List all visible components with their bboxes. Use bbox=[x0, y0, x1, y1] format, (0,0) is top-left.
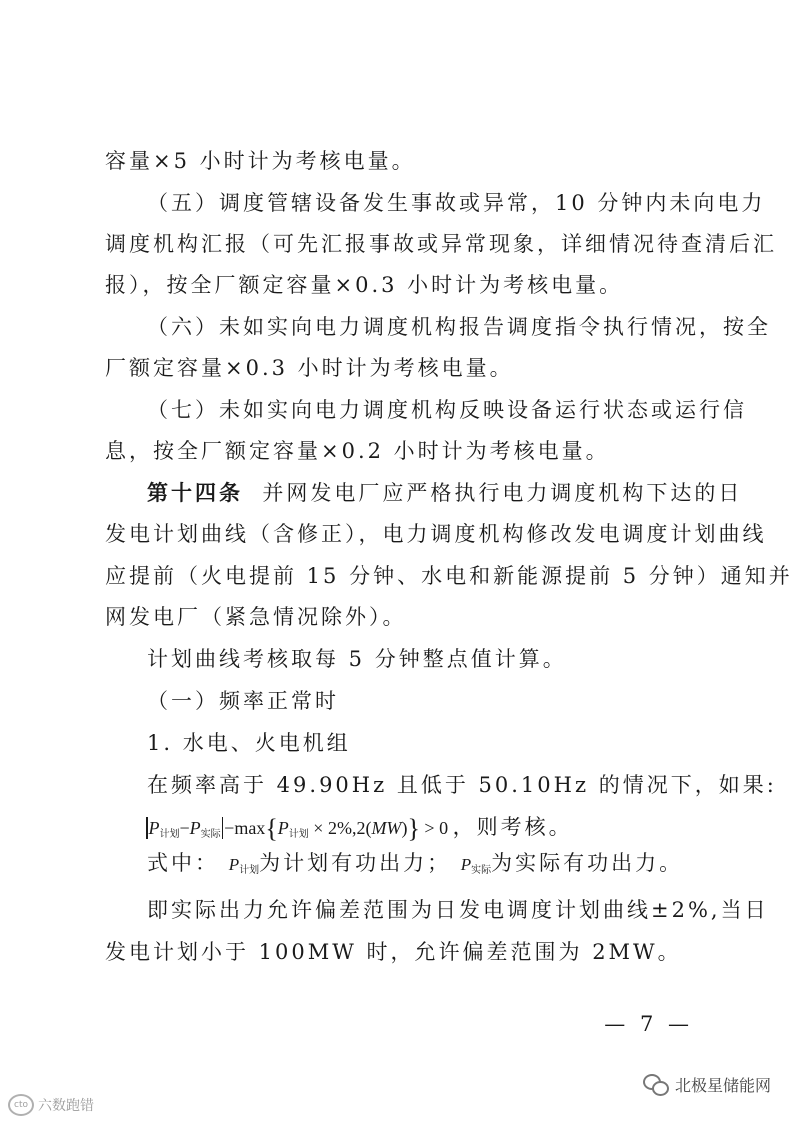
section-heading: （一）频率正常时 bbox=[147, 689, 339, 713]
text-line: 发电计划小于 100MW 时，允许偏差范围为 2MW。 bbox=[105, 940, 682, 964]
text-line: 容量×5 小时计为考核电量。 bbox=[105, 149, 416, 173]
article-first-line bbox=[147, 478, 742, 508]
text-line: 即实际出力允许偏差范围为日发电调度计划曲线±2%,当日 bbox=[147, 898, 769, 922]
assessment-formula: $P_{计划}-P_{实际} -\max\{P_{计划} \times 2\%,2(MW)\} > 0$ ，则考核。 bbox=[145, 812, 573, 842]
watermark-left bbox=[8, 1094, 94, 1116]
page-number: — 7 — bbox=[604, 1012, 693, 1036]
watermark-right bbox=[643, 1073, 771, 1096]
article-label: 第十四条 bbox=[147, 480, 243, 505]
text-line: 计划曲线考核取每 5 分钟整点值计算。 bbox=[147, 647, 567, 671]
formula-definitions: 式中： $P_{计划}$为计划有功出力； $P_{实际}$为实际有功出力。 bbox=[147, 851, 684, 876]
article-text: 并网发电厂应严格执行电力调度机构下达的日 bbox=[262, 481, 743, 505]
text-line: 网发电厂（紧急情况除外）。 bbox=[105, 605, 407, 629]
text-line: （五）调度管辖设备发生事故或异常，10 分钟内未向电力 bbox=[147, 191, 766, 215]
subsection-heading: 1. 水电、火电机组 bbox=[147, 731, 351, 755]
text-line: 应提前（火电提前 15 分钟、水电和新能源提前 5 分钟）通知并 bbox=[105, 564, 793, 588]
text-line: 在频率高于 49.90Hz 且低于 50.10Hz 的情况下，如果: bbox=[147, 773, 777, 797]
wechat-icon bbox=[643, 1074, 669, 1096]
text-line: （七）未如实向电力调度机构反映设备运行状态或运行信 bbox=[147, 398, 747, 422]
text-line: 息，按全厂额定容量×0.2 小时计为考核电量。 bbox=[105, 439, 610, 463]
watermark-right-text: 北极星储能网 bbox=[674, 1076, 771, 1095]
text-line: 发电计划曲线（含修正），电力调度机构修改发电调度计划曲线 bbox=[105, 522, 767, 546]
text-line: 报），按全厂额定容量×0.3 小时计为考核电量。 bbox=[105, 273, 624, 297]
watermark-left-text: 六数跑错 bbox=[38, 1098, 94, 1114]
text-line: 调度机构汇报（可先汇报事故或异常现象，详细情况待查清后汇 bbox=[105, 232, 777, 256]
text-line: （六）未如实向电力调度机构报告调度指令执行情况，按全 bbox=[147, 315, 771, 339]
watermark-logo-icon: cto bbox=[8, 1094, 34, 1116]
text-line: 厂额定容量×0.3 小时计为考核电量。 bbox=[105, 356, 514, 380]
